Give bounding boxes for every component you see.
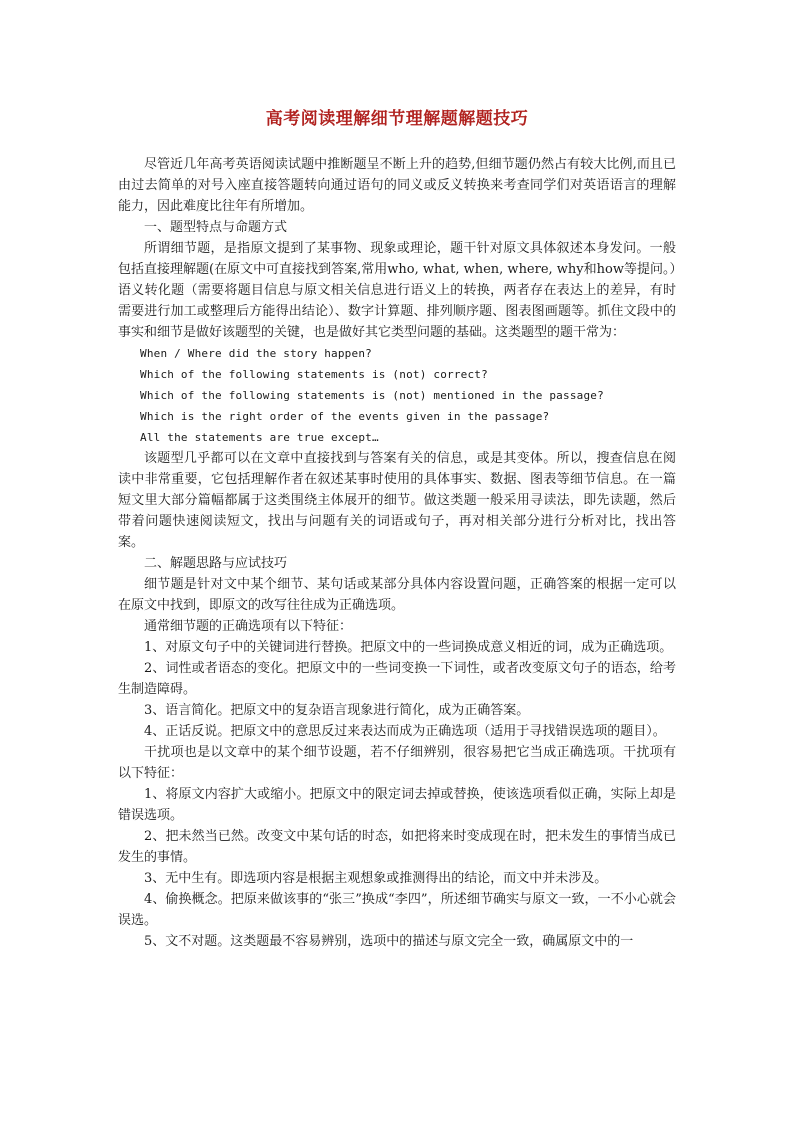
paragraph: 4、偷换概念。把原来做该事的“张三”换成“李四”，所述细节确实与原文一致，一不小心就会误选。 xyxy=(118,892,676,928)
paragraph: 细节题是针对文中某个细节、某句话或某部分具体内容设置问题，正确答案的根据一定可以在原文中找到，即原文的改写往往成为正确选项。 xyxy=(118,577,676,613)
paragraph: 5、文不对题。这类题最不容易辨别，选项中的描述与原文完全一致，确属原文中的一 xyxy=(144,934,634,949)
document-title: 高考阅读理解细节理解题解题技巧 xyxy=(265,109,529,129)
paragraph: 干扰项也是以文章中的某个细节设题，若不仔细辨别，很容易把它当成正确选项。干扰项有以下特征： xyxy=(118,745,676,781)
paragraph: 一、题型特点与命题方式 xyxy=(144,220,288,235)
example-question: When / Where did the story happen? xyxy=(140,347,372,360)
paragraph: 4、正话反说。把原文中的意思反过来表达而成为正确选项（适用于寻找错误选项的题目）。 xyxy=(144,724,666,739)
paragraph: 通常细节题的正确选项有以下特征： xyxy=(144,619,353,634)
paragraph: 3、语言简化。把原文中的复杂语言现象进行简化，成为正确答案。 xyxy=(144,703,530,718)
paragraph: 2、词性或者语态的变化。把原文中的一些词变换一下词性，或者改变原文句子的语态，给考生制造障碍。 xyxy=(118,661,676,697)
paragraph: 二、解题思路与应试技巧 xyxy=(144,556,288,571)
paragraph: 1、将原文内容扩大或缩小。把原文中的限定词去掉或替换，使该选项看似正确，实际上却是错误选项。 xyxy=(118,787,676,823)
example-question: Which of the following statements is (not) mentioned in the passage? xyxy=(140,389,604,402)
paragraph: 2、把未然当已然。改变文中某句话的时态，如把将来时变成现在时，把未发生的事情当成已发生的事情。 xyxy=(118,829,676,865)
paragraph: 所谓细节题，是指原文提到了某事物、现象或理论，题干针对原文具体叙述本身发问。一般包括直接理解题(在原文中可直接找到答案,常用who, what, when, where, why和how等提问。）语义转化题（需要将题目信息与原文相关信息进行语义上的转换，两者存在表达上的差异，有时需要进行加工或整理后方能得出结论）、数字计算题、排列顺序题、图表图画题等。抓住文段中的事实和细节是做好该题型的关键，也是做好其它类型问题的基础。这类题型的题干常为： xyxy=(118,241,676,340)
example-question: All the statements are true except… xyxy=(140,431,379,444)
paragraph: 1、对原文句子中的关键词进行替换。把原文中的一些词换成意义相近的词，成为正确选项。 xyxy=(144,640,673,655)
example-question: Which is the right order of the events given in the passage? xyxy=(140,410,550,423)
paragraph: 尽管近几年高考英语阅读试题中推断题呈不断上升的趋势,但细节题仍然占有较大比例,而且已由过去简单的对号入座直接答题转向通过语句的同义或反义转换来考查同学们对英语语言的理解能力，因此难度比往年有所增加。 xyxy=(118,157,676,214)
paragraph: 该题型几乎都可以在文章中直接找到与答案有关的信息，或是其变体。所以，搜查信息在阅读中非常重要，它包括理解作者在叙述某事时使用的具体事实、数据、图表等细节信息。在一篇短文里大部分篇幅都属于这类围绕主体展开的细节。做这类题一般采用寻读法，即先读题，然后带着问题快速阅读短文，找出与问题有关的词语或句子，再对相关部分进行分析对比，找出答案。 xyxy=(118,451,676,550)
document-body xyxy=(118,154,676,952)
example-question: Which of the following statements is (not) correct? xyxy=(140,368,488,381)
paragraph: 3、无中生有。即选项内容是根据主观想象或推测得出的结论，而文中并未涉及。 xyxy=(144,871,608,886)
